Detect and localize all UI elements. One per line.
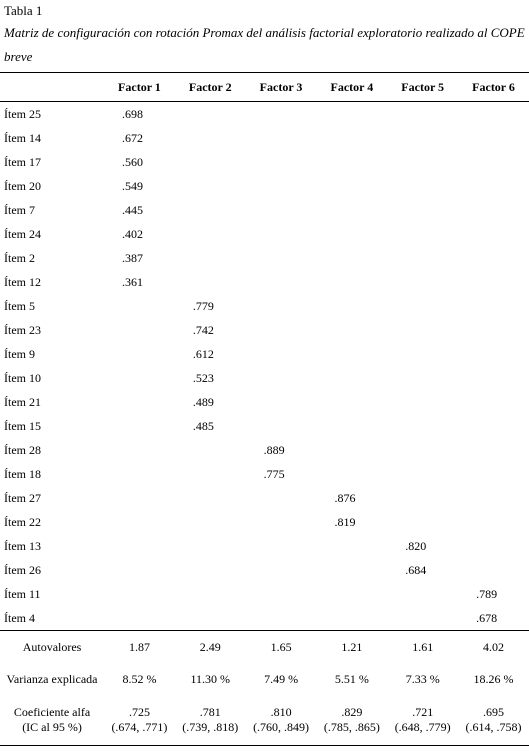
stat-cell: 4.02 — [483, 639, 505, 654]
table-row — [0, 150, 529, 174]
empty-cell — [246, 534, 317, 558]
empty-cell — [458, 198, 529, 222]
stat-cell: 2.49 — [199, 639, 221, 654]
empty-cell — [458, 150, 529, 174]
empty-cell — [246, 486, 317, 510]
factor-matrix-table — [0, 72, 529, 746]
empty-cell — [387, 606, 458, 631]
item-label: Ítem 27 — [4, 490, 41, 505]
empty-cell — [316, 294, 387, 318]
empty-cell — [387, 342, 458, 366]
empty-cell — [246, 102, 317, 127]
empty-cell — [246, 126, 317, 150]
table-row — [0, 102, 529, 127]
empty-cell — [387, 150, 458, 174]
table-label: Tabla 1 — [4, 3, 43, 18]
loading-value: .489 — [192, 394, 214, 409]
stat-cell: .725 (.674, .771) — [111, 705, 168, 734]
loading-value: .560 — [122, 154, 144, 169]
table-row — [0, 534, 529, 558]
empty-cell — [246, 270, 317, 294]
eigenvalues-row — [0, 631, 529, 664]
item-label: Ítem 24 — [4, 226, 41, 241]
row-label: Coeficiente alfa (IC al 95 %) — [13, 705, 91, 734]
table-row — [0, 318, 529, 342]
empty-cell — [387, 318, 458, 342]
empty-cell — [458, 558, 529, 582]
loading-value: .387 — [122, 250, 144, 265]
table-row — [0, 558, 529, 582]
stat-cell: 8.52 % — [122, 671, 157, 686]
empty-cell — [104, 438, 175, 462]
stat-cell: .721 (.648, .779) — [394, 705, 451, 734]
stat-cell: .781 (.739, .818) — [182, 705, 239, 734]
item-label: Ítem 23 — [4, 322, 41, 337]
stat-cell: 5.51 % — [334, 671, 369, 686]
item-label: Ítem 2 — [4, 250, 35, 265]
empty-cell — [387, 510, 458, 534]
table-row — [0, 270, 529, 294]
row-label: Varianza explicada — [6, 671, 98, 686]
empty-cell — [316, 318, 387, 342]
empty-cell — [458, 174, 529, 198]
empty-cell — [316, 462, 387, 486]
item-label: Ítem 25 — [4, 106, 41, 121]
table-row — [0, 390, 529, 414]
stat-cell: 1.87 — [128, 639, 150, 654]
empty-cell — [246, 390, 317, 414]
header-factor-6: Factor 6 — [472, 79, 515, 94]
empty-cell — [458, 342, 529, 366]
empty-cell — [246, 606, 317, 631]
summary-rows — [0, 631, 529, 746]
empty-cell — [316, 438, 387, 462]
stat-cell: 7.49 % — [264, 671, 299, 686]
stat-cell: .810 (.760, .849) — [253, 705, 310, 734]
empty-cell — [316, 414, 387, 438]
empty-cell — [316, 222, 387, 246]
empty-cell — [316, 270, 387, 294]
loading-value: .775 — [263, 466, 285, 481]
empty-cell — [387, 198, 458, 222]
loading-value: .820 — [405, 538, 427, 553]
empty-cell — [458, 510, 529, 534]
row-label: Autovalores — [22, 639, 82, 654]
empty-cell — [104, 414, 175, 438]
empty-cell — [104, 534, 175, 558]
empty-cell — [175, 582, 246, 606]
empty-cell — [458, 222, 529, 246]
table-row — [0, 246, 529, 270]
loading-value: .523 — [192, 370, 214, 385]
loading-value: .612 — [192, 346, 214, 361]
loading-value: .672 — [122, 130, 144, 145]
empty-cell — [246, 582, 317, 606]
table-row — [0, 510, 529, 534]
item-label: Ítem 5 — [4, 298, 35, 313]
header-factor-1: Factor 1 — [118, 79, 161, 94]
empty-cell — [175, 486, 246, 510]
empty-cell — [316, 102, 387, 127]
empty-cell — [104, 294, 175, 318]
loading-value: .549 — [122, 178, 144, 193]
empty-cell — [175, 174, 246, 198]
item-label: Ítem 4 — [4, 610, 35, 625]
empty-cell — [104, 558, 175, 582]
empty-cell — [175, 102, 246, 127]
table-row — [0, 486, 529, 510]
item-label: Ítem 11 — [4, 586, 41, 601]
empty-cell — [175, 222, 246, 246]
item-label: Ítem 7 — [4, 202, 35, 217]
item-rows — [0, 102, 529, 631]
empty-cell — [316, 174, 387, 198]
empty-cell — [387, 414, 458, 438]
empty-cell — [316, 534, 387, 558]
empty-cell — [458, 366, 529, 390]
table-row — [0, 582, 529, 606]
loading-value: .779 — [192, 298, 214, 313]
empty-cell — [246, 342, 317, 366]
empty-cell — [175, 270, 246, 294]
empty-cell — [175, 198, 246, 222]
alpha-row — [0, 695, 529, 746]
table-row — [0, 174, 529, 198]
empty-cell — [175, 150, 246, 174]
empty-cell — [458, 294, 529, 318]
loading-value: .402 — [122, 226, 144, 241]
table-row — [0, 606, 529, 631]
table-row — [0, 366, 529, 390]
item-label: Ítem 26 — [4, 562, 41, 577]
empty-cell — [104, 462, 175, 486]
empty-cell — [387, 294, 458, 318]
empty-cell — [387, 438, 458, 462]
item-label: Ítem 12 — [4, 274, 41, 289]
empty-cell — [246, 198, 317, 222]
empty-cell — [246, 246, 317, 270]
empty-cell — [316, 126, 387, 150]
loading-value: .889 — [263, 442, 285, 457]
empty-cell — [387, 486, 458, 510]
stat-cell: .695 (.614, .758) — [465, 705, 522, 734]
loading-value: .485 — [192, 418, 214, 433]
header-factor-5: Factor 5 — [401, 79, 445, 94]
empty-cell — [246, 414, 317, 438]
stat-cell: 1.21 — [341, 639, 363, 654]
item-label: Ítem 10 — [4, 370, 41, 385]
header-factor-4: Factor 4 — [330, 79, 374, 94]
table-row — [0, 414, 529, 438]
empty-cell — [246, 222, 317, 246]
item-label: Ítem 9 — [4, 346, 35, 361]
table-row — [0, 342, 529, 366]
empty-cell — [104, 510, 175, 534]
header-cell-blank — [0, 73, 104, 102]
empty-cell — [387, 102, 458, 127]
empty-cell — [458, 414, 529, 438]
empty-cell — [316, 246, 387, 270]
table-row — [0, 438, 529, 462]
empty-cell — [246, 366, 317, 390]
item-label: Ítem 13 — [4, 538, 41, 553]
empty-cell — [175, 126, 246, 150]
empty-cell — [246, 510, 317, 534]
item-label: Ítem 28 — [4, 442, 41, 457]
empty-cell — [104, 342, 175, 366]
empty-cell — [104, 606, 175, 631]
empty-cell — [458, 270, 529, 294]
item-label: Ítem 18 — [4, 466, 41, 481]
empty-cell — [316, 150, 387, 174]
table-row — [0, 126, 529, 150]
loading-value: .789 — [476, 586, 498, 601]
empty-cell — [387, 462, 458, 486]
stat-cell: 11.30 % — [190, 671, 231, 686]
item-label: Ítem 14 — [4, 130, 41, 145]
loading-value: .742 — [192, 322, 214, 337]
empty-cell — [175, 534, 246, 558]
empty-cell — [175, 462, 246, 486]
table-title: Matriz de configuración con rotación Promax del análisis factorial exploratorio realizado al COPE breve — [4, 25, 525, 64]
empty-cell — [104, 366, 175, 390]
empty-cell — [387, 366, 458, 390]
empty-cell — [387, 222, 458, 246]
empty-cell — [316, 342, 387, 366]
table-row — [0, 462, 529, 486]
empty-cell — [104, 390, 175, 414]
loading-value: .361 — [122, 274, 144, 289]
loading-value: .698 — [122, 106, 144, 121]
table-row — [0, 222, 529, 246]
empty-cell — [458, 126, 529, 150]
empty-cell — [458, 486, 529, 510]
empty-cell — [316, 582, 387, 606]
empty-cell — [175, 558, 246, 582]
empty-cell — [387, 582, 458, 606]
stat-cell: 7.33 % — [405, 671, 440, 686]
loading-value: .876 — [334, 490, 356, 505]
empty-cell — [458, 534, 529, 558]
stat-cell: 1.61 — [412, 639, 434, 654]
empty-cell — [246, 558, 317, 582]
empty-cell — [458, 318, 529, 342]
empty-cell — [316, 558, 387, 582]
stat-cell: .829 (.785, .865) — [323, 705, 380, 734]
empty-cell — [175, 438, 246, 462]
table-row — [0, 294, 529, 318]
empty-cell — [316, 606, 387, 631]
loading-value: .819 — [334, 514, 356, 529]
item-label: Ítem 22 — [4, 514, 41, 529]
empty-cell — [316, 366, 387, 390]
empty-cell — [175, 246, 246, 270]
empty-cell — [246, 150, 317, 174]
empty-cell — [458, 246, 529, 270]
loading-value: .445 — [122, 202, 144, 217]
item-label: Ítem 17 — [4, 154, 41, 169]
empty-cell — [175, 510, 246, 534]
empty-cell — [387, 246, 458, 270]
item-label: Ítem 15 — [4, 418, 41, 433]
empty-cell — [246, 318, 317, 342]
empty-cell — [458, 438, 529, 462]
empty-cell — [387, 390, 458, 414]
empty-cell — [316, 390, 387, 414]
empty-cell — [246, 294, 317, 318]
empty-cell — [246, 174, 317, 198]
empty-cell — [458, 102, 529, 127]
empty-cell — [104, 318, 175, 342]
header-factor-2: Factor 2 — [188, 79, 232, 94]
stat-cell: 18.26 % — [473, 671, 514, 686]
item-label: Ítem 21 — [4, 394, 41, 409]
table-row — [0, 198, 529, 222]
empty-cell — [175, 606, 246, 631]
item-label: Ítem 20 — [4, 178, 41, 193]
empty-cell — [104, 582, 175, 606]
stat-cell: 1.65 — [270, 639, 292, 654]
header-factor-3: Factor 3 — [259, 79, 303, 94]
empty-cell — [387, 126, 458, 150]
empty-cell — [458, 390, 529, 414]
variance-row — [0, 663, 529, 695]
loading-value: .678 — [476, 610, 498, 625]
empty-cell — [387, 174, 458, 198]
empty-cell — [104, 486, 175, 510]
header-row — [0, 73, 529, 102]
loading-value: .684 — [405, 562, 427, 577]
empty-cell — [458, 462, 529, 486]
empty-cell — [387, 270, 458, 294]
empty-cell — [316, 198, 387, 222]
